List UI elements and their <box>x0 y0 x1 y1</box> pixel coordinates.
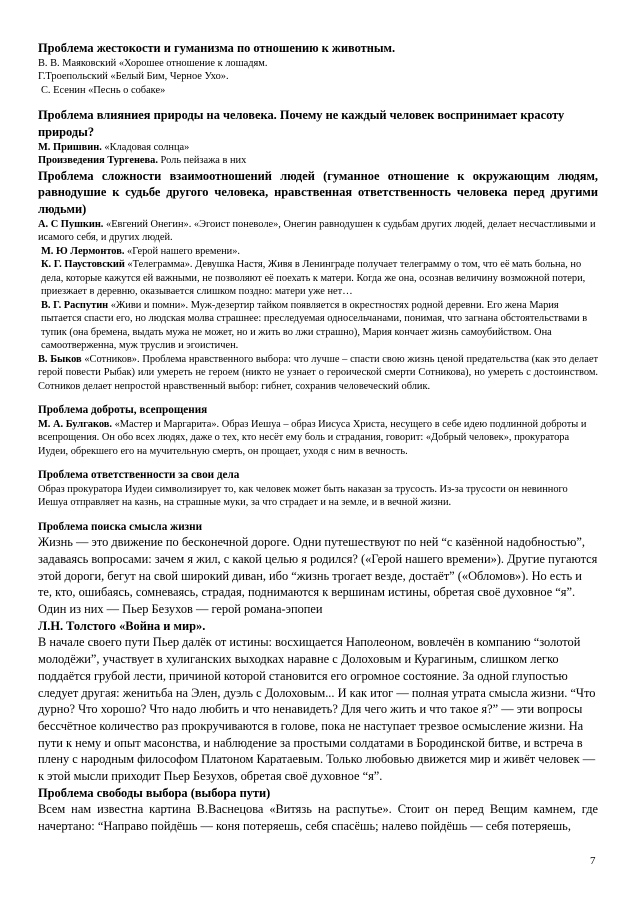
author-name: Произведения Тургенева. <box>38 155 158 167</box>
author-name: К. Г. Паустовский <box>41 259 125 271</box>
page-content <box>38 40 598 835</box>
paragraph <box>38 353 598 394</box>
paragraph: В начале своего пути Пьер далёк от истины: восхищается Наполеоном, вовлечён в компанию “золотой молодёжи”, участвует в хулиганских выходках наравне с Долоховым и Курагиным, слишком легко поддаётся грубой лести, причиной которой становится его огромное состояние. За одной глупостью следует другая: женитьба на Элен, дуэль с Долоховым... И как итог — полная утрата смысла жизни. “Что дурно? Что хорошо? Что надо любить и что ненавидеть? Для чего жить и что такое я?” — эти вопросы бессчётное количество раз прокручиваются в голове, пока не наступает трезвое осмысление жизни. На пути к нему и опыт масонства, и наблюдение за простыми солдатами в Бородинской битве, и встреча в плену с народным философом Платоном Каратаевым. Только любовью движется мир и живёт человек — к этой мысли приходит Пьер Безухов, обретая своё духовное “я”. <box>38 635 596 784</box>
text-span: «Мастер и Маргарита». Образ Иешуа – образ Иисуса Христа, несущего в себе идею подлинной доброты и всепрощения. Он обо всех людях, даже о тех, кто несёт ему боль и страдания, говорит: «Добрый человек», прокуратора Иудеи, обрекшего его на мучительную смерть, он прощает, уходя с ним в вечность. <box>38 418 587 457</box>
text-line: С. Есенин «Песнь о собаке» <box>41 84 166 96</box>
text-line: В. В. Маяковский «Хорошее отношение к лошадям. <box>38 57 268 69</box>
section-heading: Проблема доброты, всепрощения <box>38 404 208 417</box>
author-name: Л.Н. Толстого «Война и мир». <box>38 618 206 633</box>
text-line <box>38 141 598 155</box>
paragraph: Всем нам известна картина В.Васнецова «Витязь на распутье». Стоит он перед Вещим камнем, где начертано: “Направо пойдёшь — коня потеряешь, себя спасёшь; налево пойдёшь — себя потеряешь, <box>38 802 598 834</box>
section-heading: Проблема влияниея природы на человека. Почему не каждый человек воспринимает красоту природы? <box>38 108 565 139</box>
author-name: М. Ю Лермонтов. <box>41 245 125 257</box>
section-heading: Проблема жестокости и гуманизма по отношению к животным. <box>38 41 396 55</box>
paragraph <box>38 299 598 353</box>
paragraph: Жизнь — это движение по бесконечной дороге. Одни путешествуют по ней “с казённой надобностью”, задаваясь вопросами: зачем я жил, с какой целью я родился? («Герой нашего времени»). Другие пугаются этой дороги, бегут на свой широкий диван, ибо “жизнь трогает везде, достаёт” («Обломов»). Но есть и те, кто, ошибаясь, сомневаясь, страдая, поднимаются к вершинам истины, обретая своё духовное “я”. Один из них — Пьер Безухов — герой романа-эпопеи <box>38 535 598 617</box>
text-line: Г.Троепольский «Белый Бим, Черное Ухо». <box>38 71 229 83</box>
paragraph <box>38 258 598 299</box>
text-span: «Кладовая солнца» <box>101 141 190 153</box>
paragraph <box>38 218 598 245</box>
section-heading: Проблема свободы выбора (выбора пути) <box>38 785 271 800</box>
text-span: «Телеграмма». Девушка Настя, Живя в Ленинграде получает телеграмму о том, что её мать больна, но дела, которые кажутся ей важными, не позволяют её поехать к матери. Когда же она, осознав величину возможной потери, приезжает в деревню, оказывается слишком поздно: матери уже нет… <box>41 259 586 298</box>
text-span: «Живи и помни». Муж-дезертир тайком появляется в окрестностях родной деревни. Его жена Мария пытается спасти его, но людская молва страшнее: преследуемая односельчанами, понимая, что загнана обстоятельствами в тупик (она бремена, выдать мужа не может, но и жить во лжи страшно), Мария кончает жизнь самоубийством. Она самоотверженна, муж труслив и эгоистичен. <box>41 299 588 352</box>
paragraph <box>38 418 598 459</box>
author-name: В. Быков <box>38 353 82 365</box>
section-heading: Проблема поиска смысла жизни <box>38 520 203 533</box>
section-heading: Проблема ответственности за свои дела <box>38 469 240 482</box>
author-name: А. С Пушкин. <box>38 218 104 230</box>
section-heading: Проблема сложности взаимоотношений людей (гуманное отношение к окружающим людям, равнодушие к судьбе другого человека, нравственная ответственность человека перед другими людьми) <box>38 168 598 217</box>
text-span: «Герой нашего времени». <box>124 245 241 257</box>
text-span: «Сотников». Проблема нравственного выбора: что лучше – спасти свою жизнь ценой предательства (как это делает герой повести Рыбак) или умереть не героем (никто не узнает о героической смерти Сотникова), но умереть с достоинством. Сотников делает непростой нравственный выбор: гибнет, сохранив человеческий облик. <box>38 353 598 392</box>
paragraph: Образ прокуратора Иудеи символизирует то, как человек может быть наказан за трусость. Из-за трусости он невинного Иешуа отправляет на казнь, на страшные муки, за что страдает и на земле, и в вечной жизни. <box>38 483 568 509</box>
text-line <box>38 154 598 168</box>
author-name: М. А. Булгаков. <box>38 418 112 430</box>
author-name: М. Пришвин. <box>38 141 102 153</box>
author-name: В. Г. Распутин <box>41 299 109 311</box>
text-span: «Евгений Онегин». «Эгоист поневоле», Онегин равнодушен к судьбам других людей, делает несчастливыми и исамого себя, и других людей. <box>38 218 596 244</box>
paragraph <box>38 245 598 259</box>
page-number: 7 <box>590 855 596 867</box>
text-span: Роль пейзажа в них <box>157 155 247 167</box>
